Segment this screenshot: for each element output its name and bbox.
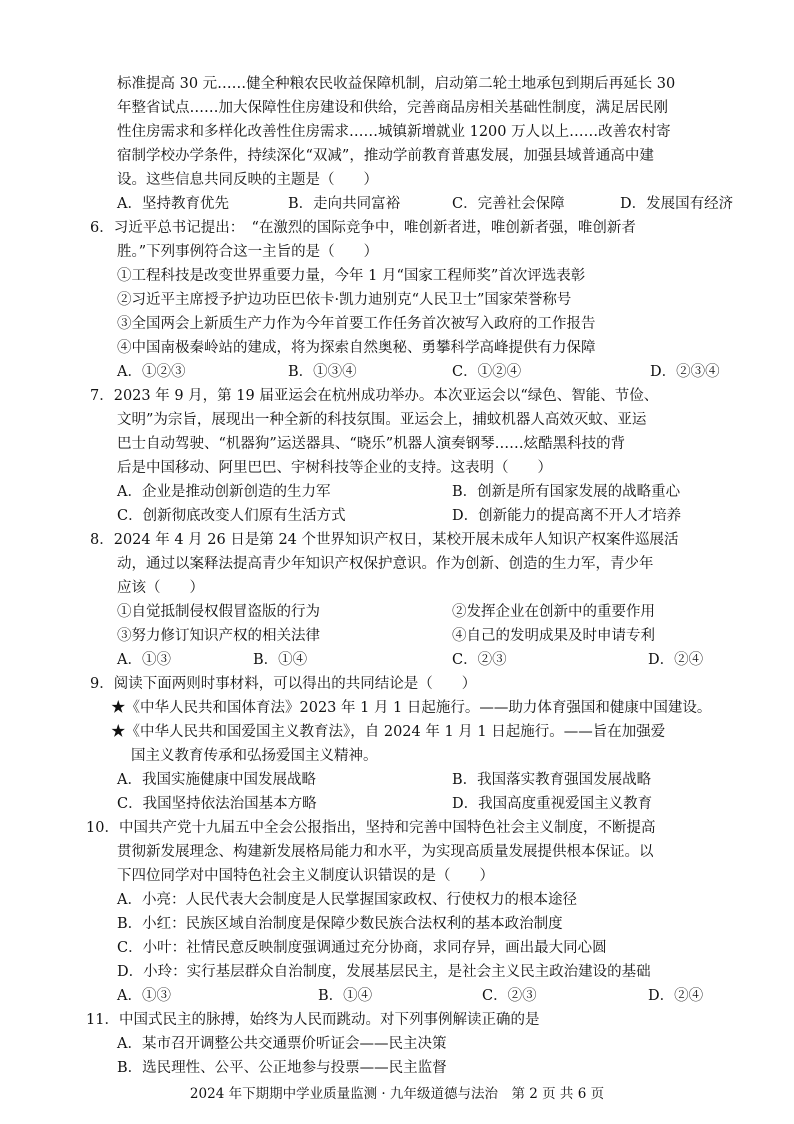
q9-options-row1	[0, 768, 794, 792]
q8-option-b[interactable]: B．①④	[253, 652, 308, 668]
q9-material: ★《中华人民共和国爱国主义教育法》，自 2024 年 1 月 1 日起施行。——旨在加强爱	[111, 724, 666, 740]
q10-option-c[interactable]: C．②③	[482, 988, 537, 1004]
q8-option-a[interactable]: A．①③	[117, 652, 171, 668]
q9-option-c[interactable]: C．我国坚持依法治国基本方略	[117, 796, 317, 812]
q9-option-a[interactable]: A．我国实施健康中国发展战略	[117, 772, 316, 788]
q9-options-row2	[0, 792, 794, 816]
q10-item: B．小红：民族区域自治制度是保障少数民族合法权利的基本政治制度	[117, 916, 563, 932]
q5-stem-line: 宿制学校办学条件，持续深化“双减”，推动学前教育普惠发展，加强县域普通高中建	[117, 148, 654, 164]
q11-option-b[interactable]: B．选民理性、公平、公正地参与投票——民主监督	[117, 1060, 447, 1076]
q11-option-a[interactable]: A．某市召开调整公共交通票价听证会——民主决策	[117, 1036, 447, 1052]
q7-options-row1	[0, 480, 794, 504]
q7-stem-line: 7．2023 年 9 月，第 19 届亚运会在杭州成功举办。本次亚运会以“绿色、智能、节俭、	[90, 388, 659, 404]
q10-option-b[interactable]: B．①④	[318, 988, 373, 1004]
q5-stem-line: 设。这些信息共同反映的主题是（ ）	[117, 172, 378, 188]
q10-stem-line: 10．中国共产党十九届五中全会公报指出，坚持和完善中国特色社会主义制度，不断提高	[86, 820, 656, 836]
q9-option-d[interactable]: D．我国高度重视爱国主义教育	[452, 796, 653, 812]
q10-item: D．小玲：实行基层群众自治制度，发展基层民主，是社会主义民主政治建设的基础	[117, 964, 651, 980]
q6-option-c[interactable]: C．①②④	[452, 364, 522, 380]
q5-option-d[interactable]: D．发展国有经济	[620, 196, 734, 212]
q8-options	[0, 648, 794, 672]
q6-stem-line: 6．习近平总书记提出： “在激烈的国际竞争中，唯创新者进，唯创新者强，唯创新者	[90, 220, 636, 236]
q10-item: C．小叶：社情民意反映制度强调通过充分协商，求同存异，画出最大同心圆	[117, 940, 607, 956]
q6-option-d[interactable]: D．②③④	[650, 364, 720, 380]
q5-stem-line: 标准提高 30 元……健全种粮农民收益保障机制，启动第二轮土地承包到期后再延长 30	[117, 76, 676, 92]
q8-stem-line: 8．2024 年 4 月 26 日是第 24 个世界知识产权日，某校开展未成年人知识产权案件巡展活	[90, 532, 679, 548]
q8-item-1: ①自觉抵制侵权假冒盗版的行为	[117, 604, 320, 620]
q8-items-row1	[0, 600, 794, 624]
q8-stem-line: 动，通过以案释法提高青少年知识产权保护意识。作为创新、创造的生力军，青少年	[117, 556, 654, 572]
q10-option-a[interactable]: A．①③	[117, 988, 171, 1004]
q6-item: ④中国南极秦岭站的建成，将为探索自然奥秘、勇攀科学高峰提供有力保障	[117, 340, 596, 356]
q10-item: A．小亮：人民代表大会制度是人民掌握国家政权、行使权力的根本途径	[117, 892, 577, 908]
q6-item: ①工程科技是改变世界重要力量，今年 1 月“国家工程师奖”首次评选表彰	[117, 268, 586, 284]
q6-item: ③全国两会上新质生产力作为今年首要工作任务首次被写入政府的工作报告	[117, 316, 596, 332]
q5-option-c[interactable]: C．完善社会保障	[452, 196, 565, 212]
q7-option-c[interactable]: C．创新彻底改变人们原有生活方式	[117, 508, 346, 524]
q6-option-b[interactable]: B．①③④	[288, 364, 357, 380]
q10-options	[0, 984, 794, 1008]
q7-option-b[interactable]: B．创新是所有国家发展的战略重心	[452, 484, 681, 500]
q9-option-b[interactable]: B．我国落实教育强国发展战略	[452, 772, 652, 788]
q7-stem-line: 巴士自动驾驶、“机器狗”运送器具、“晓乐”机器人演奏钢琴……炫酷黑科技的背	[117, 436, 626, 452]
q6-options	[0, 360, 794, 384]
q8-option-c[interactable]: C．②③	[452, 652, 507, 668]
q5-option-b[interactable]: B．走向共同富裕	[288, 196, 401, 212]
q7-options-row2	[0, 504, 794, 528]
q7-option-d[interactable]: D．创新能力的提高离不开人才培养	[452, 508, 682, 524]
q8-option-d[interactable]: D．②④	[648, 652, 704, 668]
q7-stem-line: 文明”为宗旨，展现出一种全新的科技氛围。亚运会上，捕蚊机器人高效灭蚊、亚运	[117, 412, 647, 428]
page-footer: 2024 年下期期中学业质量监测 · 九年级道德与法治 第 2 页 共 6 页	[189, 1086, 605, 1102]
q5-stem-line: 性住房需求和多样化改善性住房需求……城镇新增就业 1200 万人以上……改善农村寄	[117, 124, 671, 140]
q8-item-2: ②发挥企业在创新中的重要作用	[452, 604, 655, 620]
q6-stem-line: 胜。”下列事例符合这一主旨的是（ ）	[117, 244, 379, 260]
q6-item: ②习近平主席授予护边功臣巴依卡·凯力迪别克“人民卫士”国家荣誉称号	[117, 292, 572, 308]
q5-options	[0, 192, 794, 216]
q8-item-3: ③努力修订知识产权的相关法律	[117, 628, 320, 644]
q10-option-d[interactable]: D．②④	[648, 988, 704, 1004]
q9-stem-line: 9．阅读下面两则时事材料，可以得出的共同结论是（ ）	[90, 676, 477, 692]
q5-stem-line: 年整省试点……加大保障性住房建设和供给，完善商品房相关基础性制度，满足居民刚	[117, 100, 668, 116]
q8-items-row2	[0, 624, 794, 648]
q7-option-a[interactable]: A．企业是推动创新创造的生力军	[117, 484, 331, 500]
q9-material: 国主义教育传承和弘扬爱国主义精神。	[131, 748, 378, 764]
q10-stem-line: 下四位同学对中国特色社会主义制度认识错误的是（ ）	[117, 868, 494, 884]
q10-stem-line: 贯彻新发展理念、构建新发展格局能力和水平，为实现高质量发展提供根本保证。以	[117, 844, 654, 860]
q8-stem-line: 应该（ ）	[117, 580, 204, 596]
q8-item-4: ④自己的发明成果及时申请专利	[452, 628, 655, 644]
q9-material: ★《中华人民共和国体育法》2023 年 1 月 1 日起施行。——助力体育强国和健康中国建设。	[111, 700, 712, 716]
q6-option-a[interactable]: A．①②③	[117, 364, 186, 380]
q11-stem-line: 11．中国式民主的脉搏，始终为人民而跳动。对下列事例解读正确的是	[86, 1012, 540, 1028]
q5-option-a[interactable]: A．坚持教育优先	[117, 196, 229, 212]
q7-stem-line: 后是中国移动、阿里巴巴、宇树科技等企业的支持。这表明（ ）	[117, 460, 552, 476]
